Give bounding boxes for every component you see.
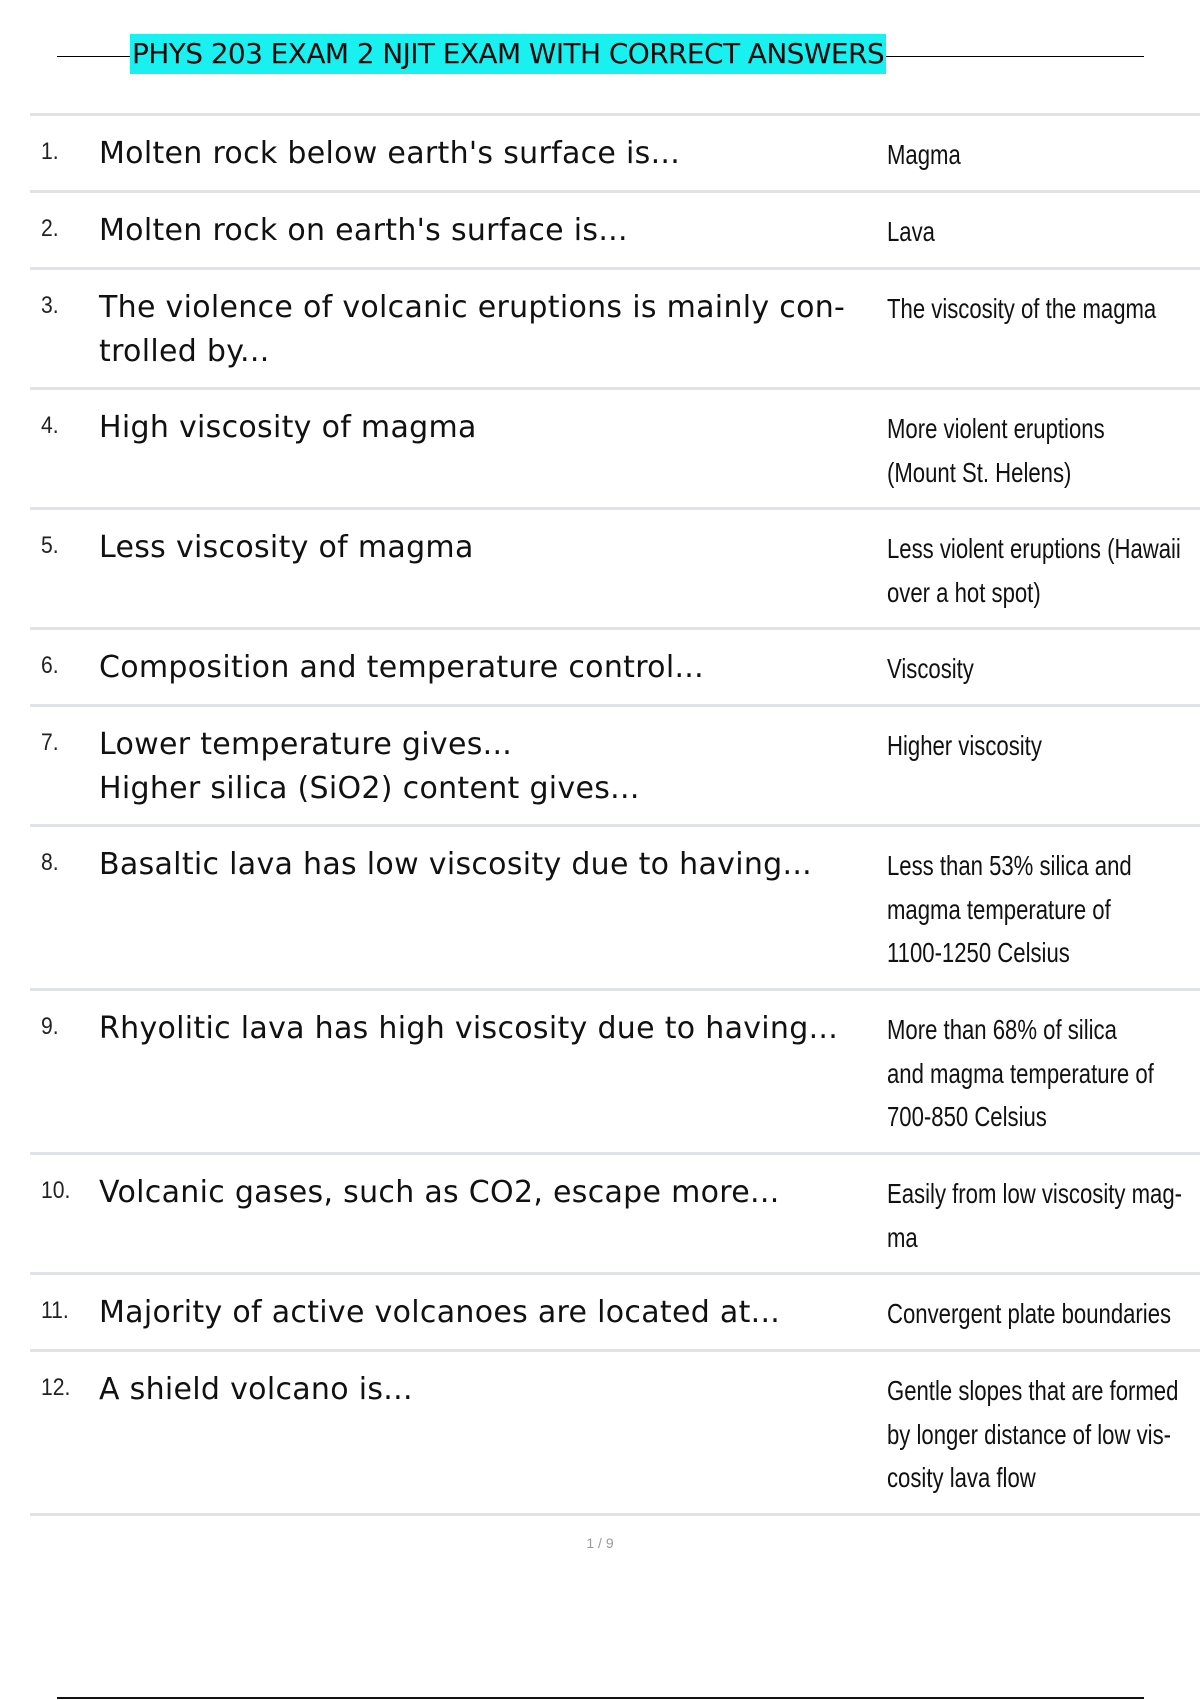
question-number: 12. <box>41 1374 71 1401</box>
qa-row <box>30 1352 1200 1516</box>
question-number: 1. <box>41 138 59 165</box>
question-text: High viscosity of magma <box>99 410 477 445</box>
qa-row <box>30 707 1200 827</box>
qa-list <box>30 113 1200 1516</box>
document-header <box>57 34 1144 74</box>
question-number: 6. <box>41 652 59 679</box>
question-text: Composition and temperature control... <box>99 650 704 685</box>
answer-text: More violent eruptions (Mount St. Helens) <box>887 413 1105 488</box>
question-text: Less viscosity of magma <box>99 530 474 565</box>
qa-row <box>30 630 1200 707</box>
question-number: 5. <box>41 532 59 559</box>
answer-text: The viscosity of the magma <box>887 293 1157 324</box>
answer-text: Less violent eruptions (Hawaii over a hot spot) <box>887 533 1181 608</box>
qa-row <box>30 390 1200 510</box>
answer-text: Magma <box>887 139 961 170</box>
qa-row <box>30 991 1200 1155</box>
qa-row <box>30 193 1200 270</box>
document-title: PHYS 203 EXAM 2 NJIT EXAM WITH CORRECT ANSWERS <box>130 34 886 74</box>
answer-text: Higher viscosity <box>887 730 1042 761</box>
question-text: Basaltic lava has low viscosity due to having... <box>99 847 812 882</box>
answer-text: Convergent plate boundaries <box>887 1298 1172 1329</box>
question-text: A shield volcano is... <box>99 1372 413 1407</box>
qa-row <box>30 510 1200 630</box>
question-text: Rhyolitic lava has high viscosity due to having... <box>99 1011 839 1046</box>
answer-text: Easily from low viscosity mag- ma <box>887 1178 1182 1253</box>
qa-row <box>30 116 1200 193</box>
question-text: Molten rock on earth's surface is... <box>99 213 628 248</box>
answer-text: Lava <box>887 216 935 247</box>
question-number: 7. <box>41 729 59 756</box>
answer-text: More than 68% of silica and magma temperature of 700-850 Celsius <box>887 1014 1154 1132</box>
question-number: 2. <box>41 215 59 242</box>
question-text: The violence of volcanic eruptions is mainly con- trolled by... <box>99 290 846 369</box>
question-number: 11. <box>41 1297 69 1324</box>
answer-text: Less than 53% silica and magma temperature of 1100-1250 Celsius <box>887 850 1132 968</box>
qa-row <box>30 827 1200 991</box>
question-text: Lower temperature gives... Higher silica (SiO2) content gives... <box>99 727 640 806</box>
question-number: 8. <box>41 849 59 876</box>
question-text: Molten rock below earth's surface is... <box>99 136 681 171</box>
page-indicator: 1 / 9 <box>586 1535 614 1551</box>
question-text: Majority of active volcanoes are located at... <box>99 1295 781 1330</box>
question-number: 10. <box>41 1177 71 1204</box>
qa-row <box>30 270 1200 390</box>
answer-text: Viscosity <box>887 653 974 684</box>
qa-row <box>30 1155 1200 1275</box>
question-number: 4. <box>41 412 59 439</box>
question-number: 9. <box>41 1013 59 1040</box>
question-text: Volcanic gases, such as CO2, escape more... <box>99 1175 780 1210</box>
answer-text: Gentle slopes that are formed by longer distance of low vis- cosity lava flow <box>887 1375 1179 1493</box>
qa-row <box>30 1275 1200 1352</box>
footer-rule <box>57 1697 1144 1699</box>
question-number: 3. <box>41 292 59 319</box>
